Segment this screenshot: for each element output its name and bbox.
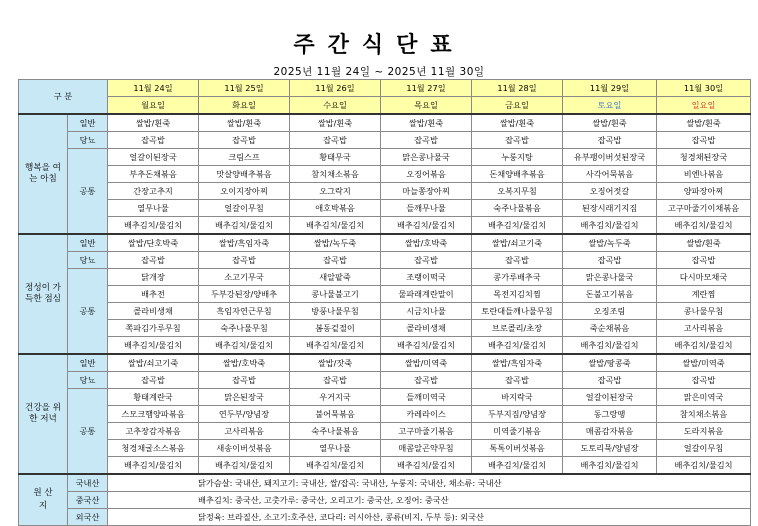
menu-cell: 간장고추지 (108, 183, 199, 200)
menu-cell: 배추김치/물김치 (657, 217, 751, 235)
menu-cell: 황태계란국 (108, 389, 199, 406)
menu-cell: 숙주나물볶음 (290, 423, 381, 440)
menu-cell: 시금치나물 (381, 303, 472, 320)
general-sublabel: 일반 (68, 234, 108, 252)
menu-cell: 소고기무국 (199, 269, 290, 286)
menu-cell: 잡곡밥 (108, 132, 199, 149)
menu-cell: 불어묵볶음 (290, 406, 381, 423)
menu-cell: 고추장감자볶음 (108, 423, 199, 440)
weekday-header: 목요일 (381, 97, 472, 115)
menu-cell: 얼갈이무침 (199, 200, 290, 217)
menu-cell: 잡곡밥 (563, 372, 657, 389)
menu-cell: 배추김치/물김치 (472, 457, 563, 475)
menu-cell: 동그랑땡 (563, 406, 657, 423)
menu-cell: 새송이버섯볶음 (199, 440, 290, 457)
menu-cell: 배추김치/물김치 (563, 337, 657, 355)
menu-cell: 된장시래기지짐 (563, 200, 657, 217)
menu-cell: 잡곡밥 (199, 252, 290, 269)
menu-cell: 들깨무나물 (381, 200, 472, 217)
menu-cell: 방풍나물무침 (290, 303, 381, 320)
menu-cell: 배추전 (108, 286, 199, 303)
menu-cell: 잡곡밥 (657, 252, 751, 269)
menu-cell: 잡곡밥 (381, 252, 472, 269)
menu-cell: 고구마줄기이채볶음 (657, 200, 751, 217)
menu-cell: 닭개장 (108, 269, 199, 286)
weekday-header: 월요일 (108, 97, 199, 115)
menu-cell: 매콤알곤약무침 (381, 440, 472, 457)
menu-cell: 배추김치/물김치 (563, 457, 657, 475)
menu-cell: 잡곡밥 (563, 252, 657, 269)
menu-cell: 마늘쫑장아찌 (381, 183, 472, 200)
menu-cell: 고구마줄기볶음 (381, 423, 472, 440)
menu-cell: 맑은콩나물국 (381, 149, 472, 166)
menu-cell: 쌀밥/쇠고기죽 (472, 234, 563, 252)
origin-region: 국내산 (68, 474, 108, 492)
general-sublabel: 일반 (68, 354, 108, 372)
menu-cell: 열무나물 (290, 440, 381, 457)
menu-cell: 미역줄기볶음 (472, 423, 563, 440)
menu-cell: 목전지김치찜 (472, 286, 563, 303)
menu-cell: 오징어젓갈 (563, 183, 657, 200)
menu-cell: 쌀밥/호박죽 (199, 354, 290, 372)
origin-label-text: 원 산 지 (33, 488, 53, 511)
menu-cell: 배추김치/물김치 (381, 337, 472, 355)
menu-cell: 쌀밥/잣죽 (290, 354, 381, 372)
menu-cell: 숙주나물무침 (199, 320, 290, 337)
menu-cell: 고사리볶음 (199, 423, 290, 440)
menu-cell: 열무나물 (108, 200, 199, 217)
date-header: 11월 28일 (472, 80, 563, 97)
menu-cell: 잡곡밥 (657, 132, 751, 149)
menu-cell: 비엔나볶음 (657, 166, 751, 183)
menu-cell: 배추김치/물김치 (290, 457, 381, 475)
menu-cell: 배추김치/물김치 (199, 337, 290, 355)
menu-cell: 잡곡밥 (657, 372, 751, 389)
menu-cell: 얼갈이된장국 (108, 149, 199, 166)
menu-cell: 맛살양배추볶음 (199, 166, 290, 183)
menu-cell: 잡곡밥 (472, 252, 563, 269)
menu-cell: 토란대들깨나물무침 (472, 303, 563, 320)
weekday-header: 토요일 (563, 97, 657, 115)
menu-cell: 배추김치/물김치 (290, 337, 381, 355)
menu-cell: 쌀밥/흰죽 (108, 114, 199, 132)
menu-cell: 배추김치/물김치 (199, 457, 290, 475)
menu-cell: 쌀밥/흰죽 (381, 114, 472, 132)
breakfast-label (19, 114, 68, 234)
date-header: 11월 30일 (657, 80, 751, 97)
menu-cell: 유부팽이버섯된장국 (563, 149, 657, 166)
menu-cell: 돈불고기볶음 (563, 286, 657, 303)
menu-cell: 누룽지탕 (472, 149, 563, 166)
menu-cell: 조랭이떡국 (381, 269, 472, 286)
menu-cell: 잡곡밥 (563, 132, 657, 149)
menu-cell: 배추김치/물김치 (290, 217, 381, 235)
menu-cell: 잡곡밥 (290, 252, 381, 269)
menu-cell: 오그락지 (290, 183, 381, 200)
menu-cell: 도토리묵/양념장 (563, 440, 657, 457)
menu-cell: 콜라비생채 (381, 320, 472, 337)
common-sublabel: 공통 (68, 389, 108, 475)
menu-cell: 콩가루배추국 (472, 269, 563, 286)
lunch-label-text: 정성이 가득한 점심 (25, 283, 61, 304)
menu-cell: 배추김치/물김치 (381, 217, 472, 235)
menu-cell: 콩나물불고기 (290, 286, 381, 303)
menu-cell: 잡곡밥 (472, 132, 563, 149)
menu-cell: 크림스프 (199, 149, 290, 166)
dinner-label (19, 354, 68, 474)
menu-cell: 잡곡밥 (108, 252, 199, 269)
menu-cell: 매콤감자볶음 (563, 423, 657, 440)
date-header: 11월 24일 (108, 80, 199, 97)
menu-cell: 쌀밥/흑임자죽 (199, 234, 290, 252)
origin-detail: 닭가슴살: 국내산, 돼지고기: 국내산, 쌀/잡곡: 국내산, 누룽지: 국내산, 채소류: 국내산 (108, 474, 751, 492)
dinner-label-text: 건강을 위한 저녁 (25, 403, 61, 424)
menu-cell: 쌀밥/미역죽 (381, 354, 472, 372)
diabetic-sublabel: 당뇨 (68, 252, 108, 269)
menu-cell: 오복지무침 (472, 183, 563, 200)
date-header: 11월 25일 (199, 80, 290, 97)
menu-cell: 참치채소볶음 (657, 406, 751, 423)
menu-cell: 계란찜 (657, 286, 751, 303)
menu-cell: 잡곡밥 (108, 372, 199, 389)
lunch-label (19, 234, 68, 354)
menu-cell: 쌀밥/쇠고기죽 (108, 354, 199, 372)
menu-cell: 두부지짐/양념장 (472, 406, 563, 423)
menu-cell: 배추김치/물김치 (472, 337, 563, 355)
menu-cell: 잡곡밥 (381, 132, 472, 149)
menu-cell: 쌀밥/흰죽 (657, 234, 751, 252)
menu-cell: 물파래계란말이 (381, 286, 472, 303)
menu-cell: 황태무국 (290, 149, 381, 166)
weekday-header: 화요일 (199, 97, 290, 115)
origin-detail: 닭정육: 브라질산, 소고기:호주산, 코다리: 러시아산, 콩류(비지, 두부 등): 외국산 (108, 509, 751, 526)
menu-cell: 톡톡이버섯볶음 (472, 440, 563, 457)
menu-cell: 흑임자연근무침 (199, 303, 290, 320)
menu-cell: 돈채양배추볶음 (472, 166, 563, 183)
menu-cell: 오징조림 (563, 303, 657, 320)
menu-cell: 잡곡밥 (290, 372, 381, 389)
menu-cell: 연두부/양념장 (199, 406, 290, 423)
menu-cell: 새알팥죽 (290, 269, 381, 286)
menu-cell: 도라지볶음 (657, 423, 751, 440)
menu-cell: 청경채굴소스볶음 (108, 440, 199, 457)
breakfast-label-text: 행복을 여는 아침 (25, 163, 61, 184)
menu-cell: 쌀밥/미역죽 (657, 354, 751, 372)
menu-cell: 봄동겉절이 (290, 320, 381, 337)
menu-cell: 배추김치/물김치 (381, 457, 472, 475)
menu-cell: 배추김치/물김치 (563, 217, 657, 235)
menu-cell: 양파장아찌 (657, 183, 751, 200)
date-header: 11월 26일 (290, 80, 381, 97)
menu-cell: 배추김치/물김치 (108, 457, 199, 475)
menu-cell: 쌀밥/단호박죽 (108, 234, 199, 252)
menu-period: 2025년 11월 24일 ~ 2025년 11월 30일 (273, 66, 485, 78)
menu-cell: 배추김치/물김치 (199, 217, 290, 235)
menu-cell: 잡곡밥 (290, 132, 381, 149)
weekly-menu-table (18, 79, 751, 526)
common-sublabel: 공통 (68, 149, 108, 235)
menu-cell: 잡곡밥 (472, 372, 563, 389)
diabetic-sublabel: 당뇨 (68, 132, 108, 149)
menu-cell: 맑은된장국 (199, 389, 290, 406)
weekday-header: 수요일 (290, 97, 381, 115)
origin-detail: 배추김치: 중국산, 고춧가루: 중국산, 오리고기: 중국산, 오징어: 중국산 (108, 492, 751, 509)
menu-cell: 쌀밥/호박죽 (381, 234, 472, 252)
menu-cell: 브로콜리/초장 (472, 320, 563, 337)
menu-cell: 우거지국 (290, 389, 381, 406)
menu-cell: 잡곡밥 (381, 372, 472, 389)
menu-cell: 쪽파김가루무침 (108, 320, 199, 337)
menu-cell: 배추김치/물김치 (657, 337, 751, 355)
menu-cell: 바지락국 (472, 389, 563, 406)
menu-cell: 잡곡밥 (199, 132, 290, 149)
menu-cell: 참치채소볶음 (290, 166, 381, 183)
menu-cell: 고사리볶음 (657, 320, 751, 337)
page-title: 주간식단표 (293, 33, 465, 58)
menu-cell: 쌀밥/흰죽 (657, 114, 751, 132)
menu-cell: 오징어볶음 (381, 166, 472, 183)
menu-cell: 쌀밥/흰죽 (290, 114, 381, 132)
menu-cell: 애호박볶음 (290, 200, 381, 217)
general-sublabel: 일반 (68, 114, 108, 132)
menu-cell: 배추김치/물김치 (657, 457, 751, 475)
menu-cell: 청경채된장국 (657, 149, 751, 166)
menu-cell: 배추김치/물김치 (108, 217, 199, 235)
menu-cell: 쌀밥/흰죽 (199, 114, 290, 132)
menu-cell: 콜라비생채 (108, 303, 199, 320)
menu-cell: 얼갈이된장국 (563, 389, 657, 406)
menu-cell: 숙주나물볶음 (472, 200, 563, 217)
menu-cell: 얼갈이무침 (657, 440, 751, 457)
date-header: 11월 27일 (381, 80, 472, 97)
menu-cell: 콩나물무침 (657, 303, 751, 320)
origin-region: 중국산 (68, 492, 108, 509)
diabetic-sublabel: 당뇨 (68, 372, 108, 389)
origin-label (19, 474, 68, 526)
menu-cell: 잡곡밥 (199, 372, 290, 389)
weekday-header: 일요일 (657, 97, 751, 115)
menu-cell: 오이지장아찌 (199, 183, 290, 200)
menu-cell: 카레라이스 (381, 406, 472, 423)
weekday-header: 금요일 (472, 97, 563, 115)
menu-cell: 맑은콩나물국 (563, 269, 657, 286)
menu-cell: 배추김치/물김치 (472, 217, 563, 235)
menu-cell: 쌀밥/흑임자죽 (472, 354, 563, 372)
menu-cell: 죽순채볶음 (563, 320, 657, 337)
menu-cell: 쌀밥/녹두죽 (563, 234, 657, 252)
origin-region: 외국산 (68, 509, 108, 526)
menu-cell: 스모크햄양파볶음 (108, 406, 199, 423)
menu-cell: 쌀밥/녹두죽 (290, 234, 381, 252)
menu-cell: 사각어묵볶음 (563, 166, 657, 183)
category-header: 구 분 (19, 80, 108, 115)
menu-cell: 다시마모채국 (657, 269, 751, 286)
date-header: 11월 29일 (563, 80, 657, 97)
menu-cell: 들깨미역국 (381, 389, 472, 406)
menu-cell: 배추김치/물김치 (108, 337, 199, 355)
menu-cell: 쌀밥/땅콩죽 (563, 354, 657, 372)
menu-cell: 두부강된장/양배추 (199, 286, 290, 303)
menu-cell: 맑은미역국 (657, 389, 751, 406)
common-sublabel: 공통 (68, 269, 108, 355)
menu-cell: 쌀밥/흰죽 (472, 114, 563, 132)
menu-cell: 쌀밥/흰죽 (563, 114, 657, 132)
menu-cell: 부추돈채볶음 (108, 166, 199, 183)
